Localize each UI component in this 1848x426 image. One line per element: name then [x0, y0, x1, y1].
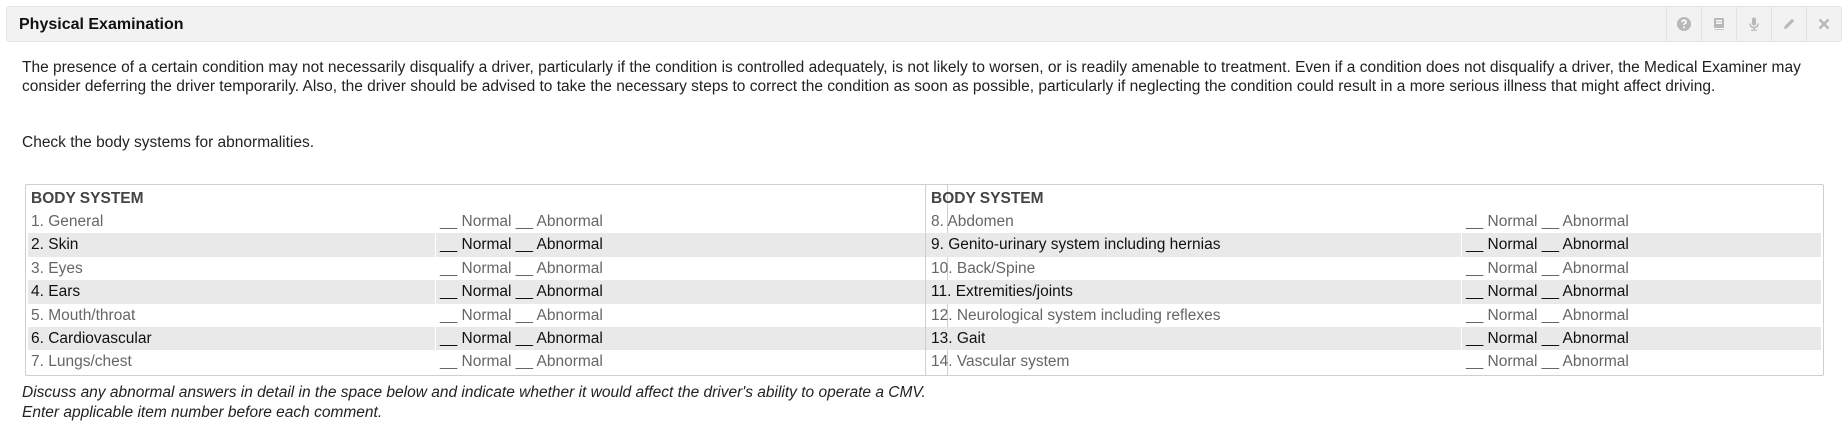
body-system-name: 7. Lungs/chest	[28, 350, 436, 373]
normal-abnormal-options[interactable]: __ Normal __ Abnormal	[1466, 329, 1629, 347]
header-toolbar	[1666, 7, 1841, 41]
body-system-name: 11. Extremities/joints	[928, 280, 1462, 303]
footer-line-enter-item: Enter applicable item number before each comment.	[22, 404, 383, 421]
footer-line-discuss: Discuss any abnormal answers in detail in the space below and indicate whether it would affect the driver's ability to operate a CMV.	[22, 384, 926, 401]
close-button[interactable]	[1806, 7, 1841, 41]
table-row	[28, 233, 945, 256]
pencil-icon	[1781, 16, 1797, 32]
book-icon	[1711, 16, 1727, 32]
normal-abnormal-options[interactable]: __ Normal __ Abnormal	[440, 213, 603, 230]
table-row	[28, 280, 945, 303]
normal-abnormal-options[interactable]: __ Normal __ Abnormal	[1466, 353, 1629, 371]
instruction-text: Check the body systems for abnormalities.	[22, 134, 315, 151]
table-row	[928, 233, 1821, 256]
normal-abnormal-options[interactable]: __ Normal __ Abnormal	[1466, 306, 1629, 324]
table-row	[928, 327, 1821, 350]
body-system-name: 1. General	[28, 210, 436, 233]
body-system-table-right	[925, 184, 1824, 376]
table-row	[928, 350, 1821, 373]
body-system-name: 13. Gait	[928, 327, 1462, 350]
body-system-name: 4. Ears	[28, 280, 436, 303]
normal-abnormal-options[interactable]: __ Normal __ Abnormal	[440, 306, 603, 324]
reference-book-button[interactable]	[1701, 7, 1736, 41]
close-icon	[1816, 16, 1832, 32]
intro-paragraph: The presence of a certain condition may not necessarily disqualify a driver, particularly if the condition is controlled adequately, is not likely to worsen, or is readily amenable to treatment. Even if a condition does not disqualify a driver, the Medical Examiner may consider deferring the driver temporarily. Also, the driver should be advised to take the necessary steps to correct the condition as soon as possible, particularly if neglecting the condition could result in a more serious illness that might affect driving.	[22, 59, 1801, 95]
body-system-name: 6. Cardiovascular	[28, 327, 436, 350]
panel-title: Physical Examination	[19, 16, 184, 33]
panel-header	[6, 6, 1842, 42]
normal-abnormal-options[interactable]: __ Normal __ Abnormal	[1466, 283, 1629, 301]
edit-button[interactable]	[1771, 7, 1806, 41]
table-row	[928, 257, 1821, 280]
table-row	[28, 350, 945, 373]
body-system-name: 5. Mouth/throat	[28, 304, 436, 327]
body-system-name: 3. Eyes	[28, 257, 436, 280]
table-row	[28, 304, 945, 327]
table-row	[28, 327, 945, 350]
normal-abnormal-options[interactable]: __ Normal __ Abnormal	[1466, 259, 1629, 277]
normal-abnormal-options[interactable]: __ Normal __ Abnormal	[440, 236, 603, 254]
table-row	[928, 210, 1821, 233]
table-header: BODY SYSTEM	[31, 190, 144, 207]
body-system-name: 9. Genito-urinary system including hernias	[928, 233, 1462, 256]
body-system-name: 8. Abdomen	[928, 210, 1462, 233]
dictate-button[interactable]	[1736, 7, 1771, 41]
table-row	[928, 280, 1821, 303]
microphone-icon	[1746, 16, 1762, 32]
normal-abnormal-options[interactable]: __ Normal __ Abnormal	[440, 259, 603, 277]
normal-abnormal-options[interactable]: __ Normal __ Abnormal	[440, 283, 603, 301]
normal-abnormal-options[interactable]: __ Normal __ Abnormal	[440, 329, 603, 347]
body-system-name: 10. Back/Spine	[928, 257, 1462, 280]
table-row	[28, 210, 945, 233]
normal-abnormal-options[interactable]: __ Normal __ Abnormal	[440, 353, 603, 371]
normal-abnormal-options[interactable]: __ Normal __ Abnormal	[1466, 213, 1629, 230]
table-row	[28, 257, 945, 280]
table-header: BODY SYSTEM	[931, 190, 1044, 207]
body-system-table-left	[25, 184, 948, 376]
body-system-name: 14. Vascular system	[928, 350, 1462, 373]
footer-instructions	[22, 383, 926, 423]
table-row	[928, 304, 1821, 327]
body-system-name: 2. Skin	[28, 233, 436, 256]
help-icon	[1676, 16, 1692, 32]
normal-abnormal-options[interactable]: __ Normal __ Abnormal	[1466, 236, 1629, 254]
body-system-name: 12. Neurological system including reflexes	[928, 304, 1462, 327]
help-button[interactable]	[1666, 7, 1701, 41]
